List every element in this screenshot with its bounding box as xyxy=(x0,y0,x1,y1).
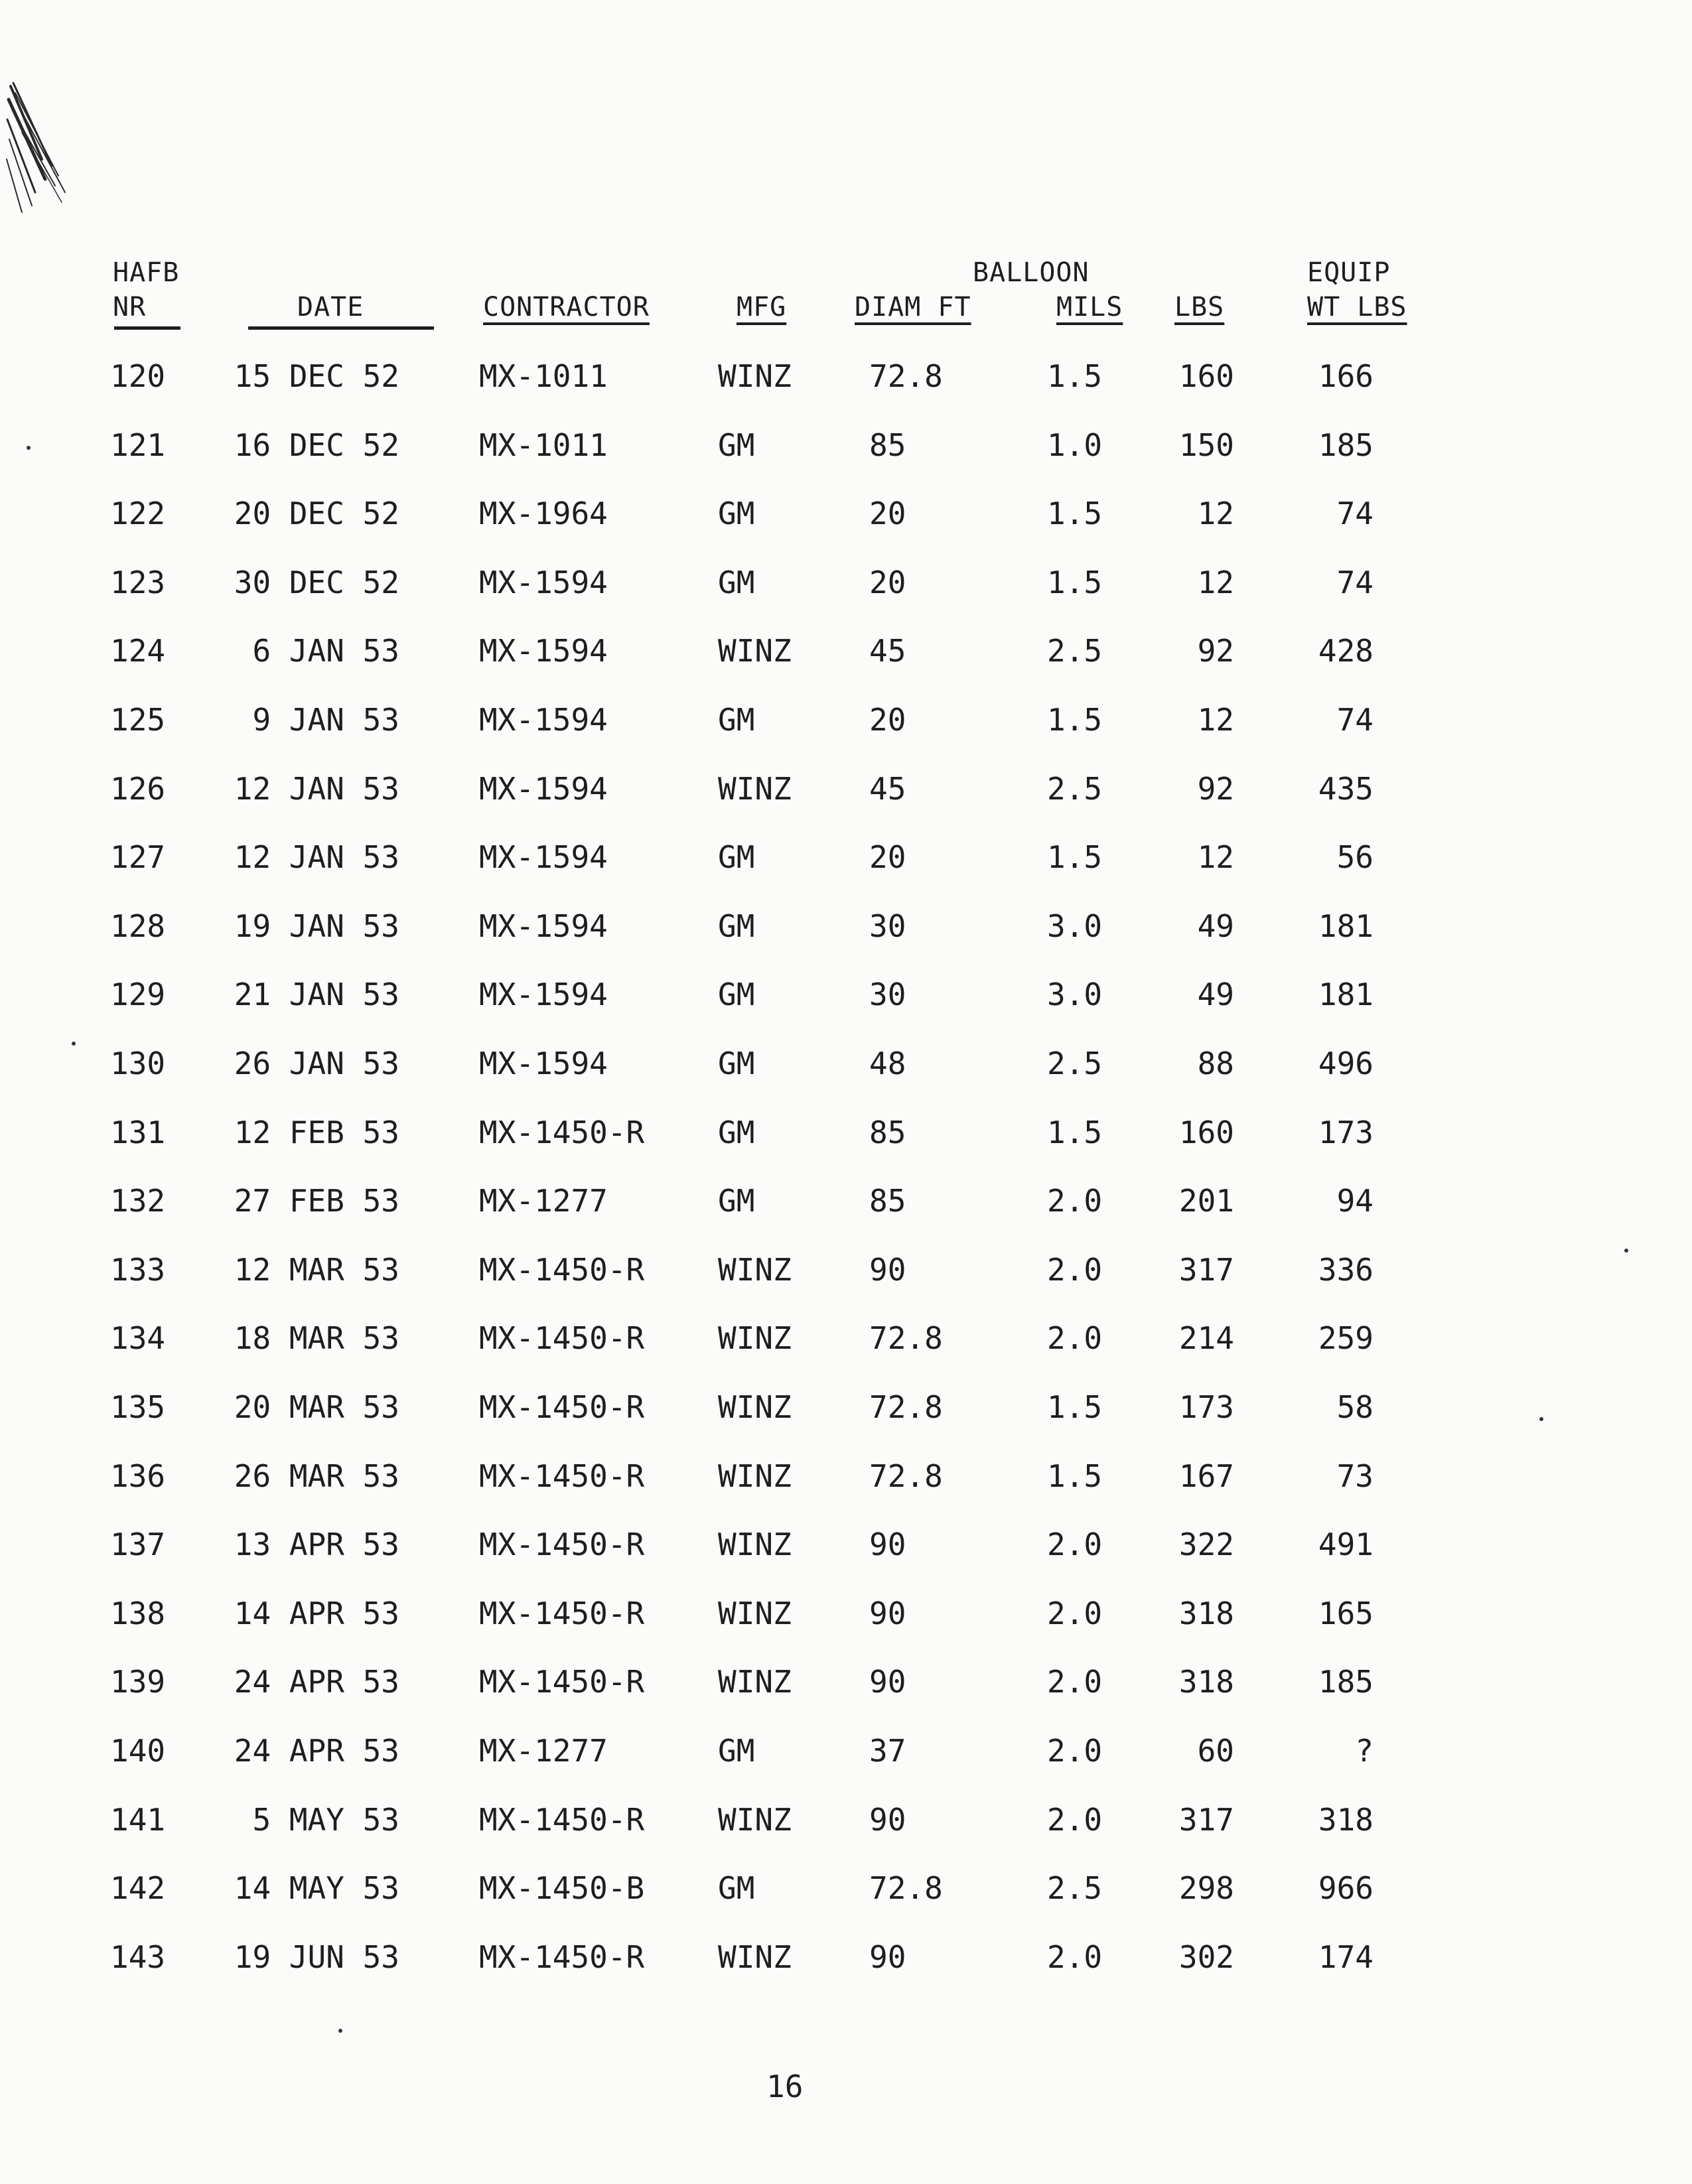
balloon-lbs-cell: 318 xyxy=(1178,1595,1234,1631)
header-balloon-group-label: BALLOON xyxy=(973,257,1090,288)
diam-ft-cell: 90 xyxy=(869,1664,906,1700)
balloon-lbs-cell: 60 xyxy=(1197,1733,1234,1769)
table-row xyxy=(0,839,1692,892)
table-row xyxy=(0,1664,1692,1717)
table-row xyxy=(0,908,1692,961)
mfg-cell: WINZ xyxy=(718,1320,792,1357)
balloon-lbs-cell: 12 xyxy=(1197,496,1234,532)
contractor-cell: MX-1450-R xyxy=(479,1801,645,1838)
hafb-nr-cell: 140 xyxy=(110,1733,166,1769)
table-row xyxy=(0,496,1692,549)
diam-ft-cell: 37 xyxy=(869,1733,906,1769)
contractor-cell: MX-1277 xyxy=(479,1733,608,1769)
hafb-nr-cell: 127 xyxy=(110,839,166,876)
table-row xyxy=(0,771,1692,824)
mils-cell: 2.0 xyxy=(1047,1733,1103,1769)
hafb-nr-cell: 121 xyxy=(110,427,166,463)
contractor-cell: MX-1594 xyxy=(479,770,608,807)
equip-wt-cell: 185 xyxy=(1318,1664,1374,1700)
table-row xyxy=(0,1252,1692,1305)
balloon-lbs-cell: 167 xyxy=(1178,1458,1234,1494)
mfg-cell: GM xyxy=(718,977,755,1013)
date-cell: 15 DEC 52 xyxy=(234,358,399,394)
contractor-cell: MX-1964 xyxy=(479,496,608,532)
equip-wt-cell: 74 xyxy=(1336,702,1374,738)
mfg-cell: GM xyxy=(718,564,755,600)
contractor-cell: MX-1011 xyxy=(479,358,608,394)
mfg-cell: WINZ xyxy=(718,1251,792,1288)
date-cell: 6 JAN 53 xyxy=(252,633,399,669)
hafb-nr-cell: 130 xyxy=(110,1046,166,1081)
equip-wt-cell: 174 xyxy=(1318,1939,1374,1975)
date-cell: 14 APR 53 xyxy=(234,1595,399,1631)
mfg-cell: WINZ xyxy=(718,1527,792,1563)
balloon-lbs-cell: 12 xyxy=(1197,564,1234,600)
header-mils-label: MILS xyxy=(1056,292,1123,322)
balloon-lbs-cell: 88 xyxy=(1197,1046,1234,1081)
table-row xyxy=(0,1527,1692,1580)
equip-wt-cell: 173 xyxy=(1318,1114,1374,1150)
equip-wt-cell: ? xyxy=(1355,1733,1374,1769)
hafb-nr-cell: 126 xyxy=(110,770,166,807)
header-wt-lbs-label: WT LBS xyxy=(1307,292,1407,322)
contractor-cell: MX-1594 xyxy=(479,564,608,600)
mfg-cell: GM xyxy=(718,839,755,876)
mils-cell: 1.5 xyxy=(1047,702,1103,738)
equip-wt-cell: 181 xyxy=(1318,977,1374,1013)
contractor-cell: MX-1450-R xyxy=(479,1251,645,1288)
diam-ft-cell: 45 xyxy=(869,770,906,807)
contractor-cell: MX-1450-R xyxy=(479,1458,645,1494)
diam-ft-cell: 30 xyxy=(869,977,906,1013)
table-row xyxy=(0,1802,1692,1855)
date-cell: 12 JAN 53 xyxy=(234,770,399,807)
diam-ft-cell: 90 xyxy=(869,1251,906,1288)
mfg-cell: GM xyxy=(718,1870,755,1907)
scan-speck xyxy=(1539,1417,1543,1421)
scan-speck xyxy=(1624,1249,1628,1253)
mfg-cell: WINZ xyxy=(718,633,792,669)
date-cell: 12 MAR 53 xyxy=(234,1251,399,1288)
table-row xyxy=(0,358,1692,411)
mils-cell: 1.5 xyxy=(1047,1389,1103,1425)
header-date-rule xyxy=(248,326,434,330)
date-cell: 24 APR 53 xyxy=(234,1664,399,1700)
mils-cell: 3.0 xyxy=(1047,908,1103,944)
mfg-cell: GM xyxy=(718,702,755,738)
header-hafb-label: HAFB xyxy=(113,257,180,288)
hafb-nr-cell: 143 xyxy=(110,1939,166,1975)
equip-wt-cell: 491 xyxy=(1318,1527,1374,1563)
contractor-cell: MX-1450-R xyxy=(479,1939,645,1975)
balloon-lbs-cell: 150 xyxy=(1178,427,1234,463)
mfg-cell: WINZ xyxy=(718,1664,792,1700)
mils-cell: 2.0 xyxy=(1047,1801,1103,1838)
header-equip-label: EQUIP xyxy=(1307,257,1391,288)
mils-cell: 2.0 xyxy=(1047,1595,1103,1631)
ink-smudge-mark xyxy=(5,80,72,226)
scan-speck xyxy=(72,1042,76,1046)
table-row xyxy=(0,1389,1692,1442)
equip-wt-cell: 966 xyxy=(1318,1870,1374,1907)
mfg-cell: GM xyxy=(718,1733,755,1769)
balloon-lbs-cell: 160 xyxy=(1178,1114,1234,1150)
diam-ft-cell: 20 xyxy=(869,839,906,876)
contractor-cell: MX-1450-R xyxy=(479,1664,645,1700)
equip-wt-cell: 73 xyxy=(1336,1458,1374,1494)
diam-ft-cell: 85 xyxy=(869,1183,906,1219)
mfg-cell: GM xyxy=(718,908,755,944)
contractor-cell: MX-1450-R xyxy=(479,1320,645,1357)
equip-wt-cell: 336 xyxy=(1318,1251,1374,1288)
equip-wt-cell: 496 xyxy=(1318,1046,1374,1081)
equip-wt-cell: 56 xyxy=(1336,839,1374,876)
diam-ft-cell: 48 xyxy=(869,1046,906,1081)
contractor-cell: MX-1594 xyxy=(479,908,608,944)
mfg-cell: GM xyxy=(718,496,755,532)
header-date-label: DATE xyxy=(297,292,364,322)
table-row xyxy=(0,427,1692,480)
date-cell: 5 MAY 53 xyxy=(252,1801,399,1838)
balloon-lbs-cell: 49 xyxy=(1197,977,1234,1013)
diam-ft-cell: 90 xyxy=(869,1939,906,1975)
balloon-lbs-cell: 201 xyxy=(1178,1183,1234,1219)
balloon-lbs-cell: 49 xyxy=(1197,908,1234,944)
balloon-lbs-cell: 302 xyxy=(1178,1939,1234,1975)
date-cell: 13 APR 53 xyxy=(234,1527,399,1563)
equip-wt-cell: 181 xyxy=(1318,908,1374,944)
table-row xyxy=(0,1183,1692,1236)
mils-cell: 2.5 xyxy=(1047,1870,1103,1907)
contractor-cell: MX-1011 xyxy=(479,427,608,463)
equip-wt-cell: 428 xyxy=(1318,633,1374,669)
date-cell: 26 MAR 53 xyxy=(234,1458,399,1494)
contractor-cell: MX-1594 xyxy=(479,633,608,669)
table-row xyxy=(0,1320,1692,1373)
date-cell: 30 DEC 52 xyxy=(234,564,399,600)
mils-cell: 2.0 xyxy=(1047,1939,1103,1975)
mils-cell: 2.0 xyxy=(1047,1320,1103,1357)
date-cell: 16 DEC 52 xyxy=(234,427,399,463)
mfg-cell: GM xyxy=(718,1183,755,1219)
diam-ft-cell: 85 xyxy=(869,427,906,463)
header-nr-label: NR xyxy=(113,292,147,322)
hafb-nr-cell: 133 xyxy=(110,1251,166,1288)
equip-wt-cell: 185 xyxy=(1318,427,1374,463)
mils-cell: 2.0 xyxy=(1047,1527,1103,1563)
mils-cell: 1.5 xyxy=(1047,1458,1103,1494)
mfg-cell: WINZ xyxy=(718,1458,792,1494)
diam-ft-cell: 20 xyxy=(869,564,906,600)
date-cell: 9 JAN 53 xyxy=(252,702,399,738)
equip-wt-cell: 166 xyxy=(1318,358,1374,394)
scan-speck xyxy=(27,446,31,450)
balloon-lbs-cell: 173 xyxy=(1178,1389,1234,1425)
balloon-lbs-cell: 214 xyxy=(1178,1320,1234,1357)
balloon-lbs-cell: 322 xyxy=(1178,1527,1234,1563)
mils-cell: 2.0 xyxy=(1047,1183,1103,1219)
hafb-nr-cell: 134 xyxy=(110,1320,166,1357)
diam-ft-cell: 45 xyxy=(869,633,906,669)
equip-wt-cell: 165 xyxy=(1318,1595,1374,1631)
hafb-nr-cell: 123 xyxy=(110,564,166,600)
contractor-cell: MX-1594 xyxy=(479,839,608,876)
hafb-nr-cell: 135 xyxy=(110,1389,166,1425)
mils-cell: 2.5 xyxy=(1047,770,1103,807)
diam-ft-cell: 20 xyxy=(869,496,906,532)
mils-cell: 1.5 xyxy=(1047,358,1103,394)
table-row xyxy=(0,702,1692,755)
table-row xyxy=(0,977,1692,1030)
hafb-nr-cell: 120 xyxy=(110,358,166,394)
contractor-cell: MX-1450-B xyxy=(479,1870,645,1907)
balloon-lbs-cell: 318 xyxy=(1178,1664,1234,1700)
balloon-lbs-cell: 298 xyxy=(1178,1870,1234,1907)
mils-cell: 2.5 xyxy=(1047,1046,1103,1081)
date-cell: 19 JAN 53 xyxy=(234,908,399,944)
table-row xyxy=(0,565,1692,618)
hafb-nr-cell: 129 xyxy=(110,977,166,1013)
mfg-cell: WINZ xyxy=(718,770,792,807)
mfg-cell: WINZ xyxy=(718,358,792,394)
mils-cell: 1.5 xyxy=(1047,839,1103,876)
hafb-nr-cell: 128 xyxy=(110,908,166,944)
diam-ft-cell: 85 xyxy=(869,1114,906,1150)
equip-wt-cell: 318 xyxy=(1318,1801,1374,1838)
mfg-cell: GM xyxy=(718,1114,755,1150)
mfg-cell: GM xyxy=(718,1046,755,1081)
contractor-cell: MX-1277 xyxy=(479,1183,608,1219)
mils-cell: 1.5 xyxy=(1047,564,1103,600)
diam-ft-cell: 72.8 xyxy=(869,358,943,394)
equip-wt-cell: 94 xyxy=(1336,1183,1374,1219)
equip-wt-cell: 435 xyxy=(1318,770,1374,807)
header-contractor-label: CONTRACTOR xyxy=(483,292,650,322)
date-cell: 27 FEB 53 xyxy=(234,1183,399,1219)
date-cell: 12 JAN 53 xyxy=(234,839,399,876)
mils-cell: 2.0 xyxy=(1047,1664,1103,1700)
mfg-cell: WINZ xyxy=(718,1801,792,1838)
balloon-lbs-cell: 317 xyxy=(1178,1801,1234,1838)
contractor-cell: MX-1594 xyxy=(479,977,608,1013)
hafb-nr-cell: 142 xyxy=(110,1870,166,1907)
equip-wt-cell: 74 xyxy=(1336,564,1374,600)
header-mfg-label: MFG xyxy=(737,292,787,322)
date-cell: 19 JUN 53 xyxy=(234,1939,399,1975)
date-cell: 21 JAN 53 xyxy=(234,977,399,1013)
balloon-lbs-cell: 92 xyxy=(1197,633,1234,669)
equip-wt-cell: 58 xyxy=(1336,1389,1374,1425)
header-diam-label: DIAM FT xyxy=(855,292,971,322)
hafb-nr-cell: 131 xyxy=(110,1114,166,1150)
hafb-nr-cell: 141 xyxy=(110,1801,166,1838)
date-cell: 26 JAN 53 xyxy=(234,1046,399,1081)
hafb-nr-cell: 125 xyxy=(110,702,166,738)
page-number: 16 xyxy=(766,2069,804,2104)
table-row xyxy=(0,1596,1692,1649)
balloon-lbs-cell: 160 xyxy=(1178,358,1234,394)
contractor-cell: MX-1450-R xyxy=(479,1389,645,1425)
mils-cell: 1.5 xyxy=(1047,1114,1103,1150)
diam-ft-cell: 72.8 xyxy=(869,1870,943,1907)
header-nr-rule xyxy=(114,326,180,330)
balloon-lbs-cell: 12 xyxy=(1197,839,1234,876)
date-cell: 14 MAY 53 xyxy=(234,1870,399,1907)
table-row xyxy=(0,1870,1692,1923)
mils-cell: 2.0 xyxy=(1047,1251,1103,1288)
equip-wt-cell: 74 xyxy=(1336,496,1374,532)
hafb-nr-cell: 132 xyxy=(110,1183,166,1219)
date-cell: 12 FEB 53 xyxy=(234,1114,399,1150)
scan-speck xyxy=(338,2029,342,2033)
mfg-cell: GM xyxy=(718,427,755,463)
table-row xyxy=(0,1939,1692,1992)
date-cell: 20 DEC 52 xyxy=(234,496,399,532)
mfg-cell: WINZ xyxy=(718,1389,792,1425)
contractor-cell: MX-1594 xyxy=(479,702,608,738)
mils-cell: 1.5 xyxy=(1047,496,1103,532)
table-row xyxy=(0,633,1692,686)
mils-cell: 3.0 xyxy=(1047,977,1103,1013)
diam-ft-cell: 90 xyxy=(869,1595,906,1631)
date-cell: 20 MAR 53 xyxy=(234,1389,399,1425)
diam-ft-cell: 90 xyxy=(869,1801,906,1838)
header-lbs-label: LBS xyxy=(1174,292,1225,322)
contractor-cell: MX-1450-R xyxy=(479,1595,645,1631)
table-row xyxy=(0,1733,1692,1786)
diam-ft-cell: 30 xyxy=(869,908,906,944)
hafb-nr-cell: 137 xyxy=(110,1527,166,1563)
equip-wt-cell: 259 xyxy=(1318,1320,1374,1357)
balloon-lbs-cell: 92 xyxy=(1197,770,1234,807)
diam-ft-cell: 72.8 xyxy=(869,1458,943,1494)
hafb-nr-cell: 139 xyxy=(110,1664,166,1700)
diam-ft-cell: 90 xyxy=(869,1527,906,1563)
contractor-cell: MX-1594 xyxy=(479,1046,608,1081)
balloon-lbs-cell: 317 xyxy=(1178,1251,1234,1288)
hafb-nr-cell: 136 xyxy=(110,1458,166,1494)
diam-ft-cell: 20 xyxy=(869,702,906,738)
hafb-nr-cell: 122 xyxy=(110,496,166,532)
mfg-cell: WINZ xyxy=(718,1595,792,1631)
table-row xyxy=(0,1115,1692,1168)
table-row xyxy=(0,1046,1692,1099)
date-cell: 18 MAR 53 xyxy=(234,1320,399,1357)
mils-cell: 1.0 xyxy=(1047,427,1103,463)
contractor-cell: MX-1450-R xyxy=(479,1114,645,1150)
diam-ft-cell: 72.8 xyxy=(869,1320,943,1357)
contractor-cell: MX-1450-R xyxy=(479,1527,645,1563)
hafb-nr-cell: 124 xyxy=(110,633,166,669)
table-row xyxy=(0,1458,1692,1511)
mils-cell: 2.5 xyxy=(1047,633,1103,669)
diam-ft-cell: 72.8 xyxy=(869,1389,943,1425)
balloon-lbs-cell: 12 xyxy=(1197,702,1234,738)
mfg-cell: WINZ xyxy=(718,1939,792,1975)
hafb-nr-cell: 138 xyxy=(110,1595,166,1631)
date-cell: 24 APR 53 xyxy=(234,1733,399,1769)
